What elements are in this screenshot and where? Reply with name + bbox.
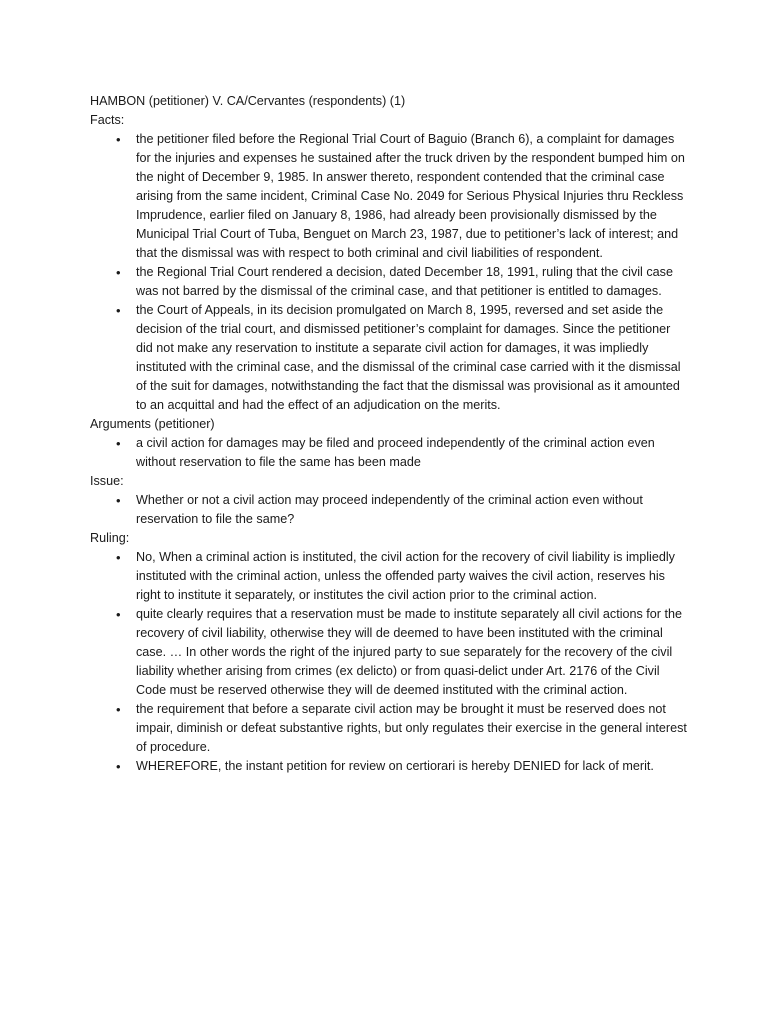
bullet-icon: • bbox=[116, 493, 121, 508]
facts-list bbox=[90, 130, 690, 415]
bullet-icon: • bbox=[116, 607, 121, 622]
list-item: • WHEREFORE, the instant petition for review on certiorari is hereby DENIED for lack of merit. bbox=[116, 759, 654, 774]
ruling-list bbox=[90, 548, 690, 776]
list-item: • quite clearly requires that a reservation must be made to institute separately all civil actions for the recovery of civil liability, otherwise they will de deemed to have been instituted with the criminal case. … In other words the right of the injured party to sue separately for the recovery of the civil liability whether arising from crimes (ex delicto) or from quasi-delict under Art. 2176 of the Civil Code must be reserved otherwise they will de deemed instituted with the criminal action. bbox=[116, 607, 682, 697]
list-item: • a civil action for damages may be filed and proceed independently of the criminal action even without reservation to file the same has been made bbox=[116, 436, 655, 469]
list-item: • the petitioner filed before the Regional Trial Court of Baguio (Branch 6), a complaint for damages for the injuries and expenses he sustained after the truck driven by the respondent bumped him on the night of December 9, 1985. In answer thereto, respondent contended that the criminal case arising from the same incident, Criminal Case No. 2049 for Serious Physical Injuries thru Reckless Imprudence, earlier filed on January 8, 1986, had already been provisionally dismissed by the Municipal Trial Court of Tuba, Benguet on March 23, 1987, due to petitioner’s lack of interest; and that the dismissal was with respect to both criminal and civil liabilities of respondent. bbox=[116, 132, 685, 260]
bullet-icon: • bbox=[116, 550, 121, 565]
list-item: • the Regional Trial Court rendered a decision, dated December 18, 1991, ruling that the civil case was not barred by the dismissal of the criminal case, and that petitioner is entitled to damages. bbox=[116, 265, 673, 298]
ruling-heading: Ruling: bbox=[90, 531, 130, 545]
arguments-heading: Arguments (petitioner) bbox=[90, 417, 215, 431]
facts-heading: Facts: bbox=[90, 113, 125, 127]
bullet-icon: • bbox=[116, 265, 121, 280]
list-item: • No, When a criminal action is instituted, the civil action for the recovery of civil liability is impliedly instituted with the criminal action, unless the offended party waives the civil action, reserves his right to institute it separately, or institutes the civil action prior to the criminal action. bbox=[116, 550, 675, 602]
list-item: • the requirement that before a separate civil action may be brought it must be reserved does not impair, diminish or defeat substantive rights, but only regulates their exercise in the general interest of procedure. bbox=[116, 702, 687, 754]
list-item: • Whether or not a civil action may proceed independently of the criminal action even without reservation to file the same? bbox=[116, 493, 643, 526]
bullet-icon: • bbox=[116, 132, 121, 147]
issue-heading: Issue: bbox=[90, 474, 124, 488]
bullet-icon: • bbox=[116, 303, 121, 318]
issue-list bbox=[90, 491, 690, 529]
arguments-list bbox=[90, 434, 690, 472]
document-title: HAMBON (petitioner) V. CA/Cervantes (respondents) (1) bbox=[90, 94, 406, 108]
document-page bbox=[90, 92, 690, 776]
list-item: • the Court of Appeals, in its decision promulgated on March 8, 1995, reversed and set aside the decision of the trial court, and dismissed petitioner’s complaint for damages. Since the petitioner did not make any reservation to institute a separate civil action for damages, it was impliedly instituted with the criminal case, and the dismissal of the criminal case carried with it the dismissal of the suit for damages, notwithstanding the fact that the dismissal was provisional as it amounted to an acquittal and had the effect of an adjudication on the merits. bbox=[116, 303, 681, 412]
bullet-icon: • bbox=[116, 436, 121, 451]
bullet-icon: • bbox=[116, 702, 121, 717]
bullet-icon: • bbox=[116, 759, 121, 774]
